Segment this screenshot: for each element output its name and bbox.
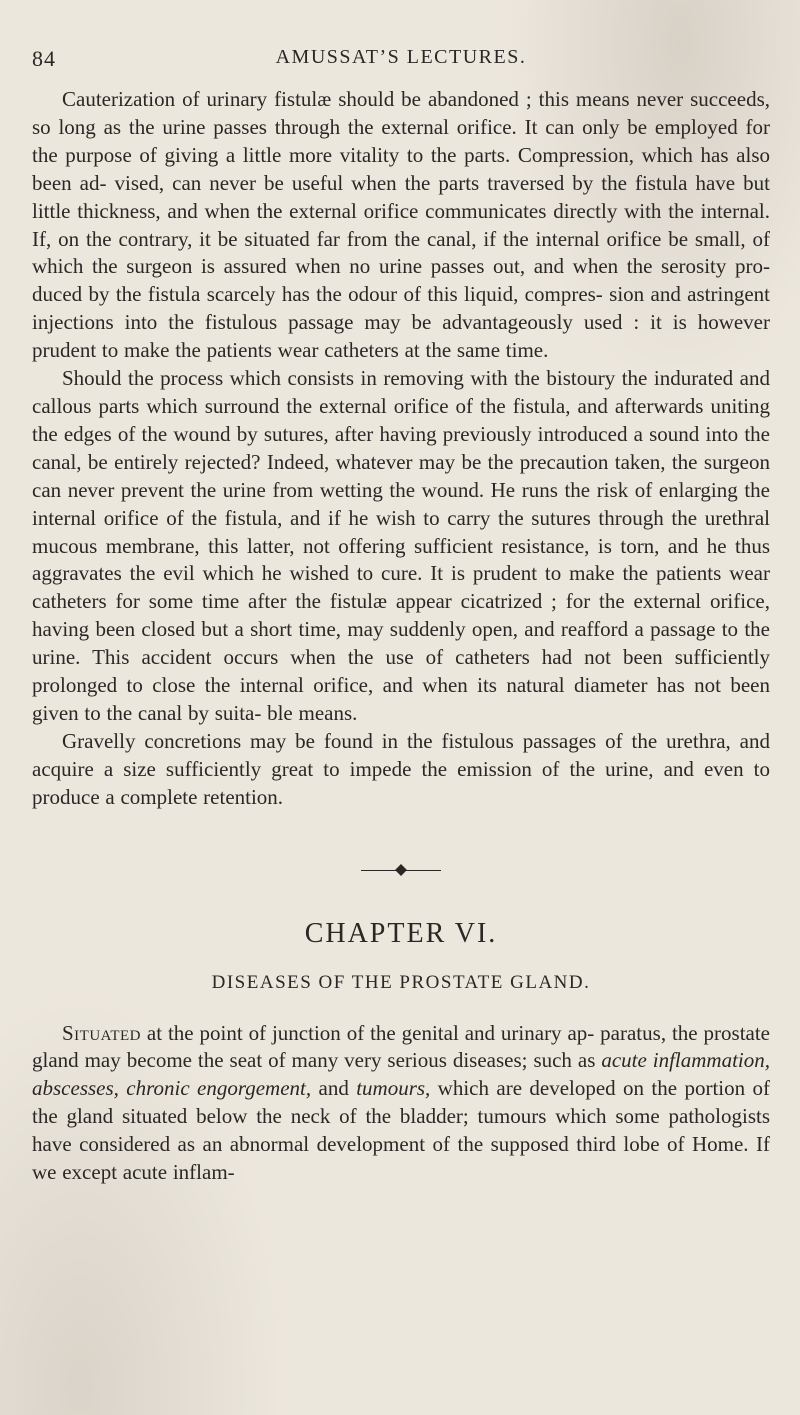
paragraph-cauterization: Cauterization of urinary fistulæ should be abandoned ; this means never succeeds, so long as the urine passes through the external orifice. It can only be employed for the purpose of giving a little more vitality to the parts. Compression, which has also been ad- vised, can never be useful when the parts traversed by the fistula have but little thickness, and when the external orifice communicates directly with the internal. If, on the contrary, it be situated far from the canal, if the internal orifice be small, of which the surgeon is assured when no urine passes out, and when the serosity pro- duced by the fistula scarcely has the odour of this liquid, compres- sion and astringent injections into the fistulous passage may be advantageously used : it is however prudent to make the patients wear catheters at the same time. [32,87,770,363]
chapter-text [32,1020,770,1187]
chapter-heading: CHAPTER VI. [304,917,498,949]
chapter-text-part2: and [311,1076,357,1101]
body-text [32,86,770,812]
chapter-text-part1: at the point of junction of the genital and urinary ap- paratus, the prostate gland may become the seat of many very serious diseases; such as [32,1020,770,1073]
paragraph-bistoury-process: Should the process which consists in removing with the bistoury the indurated and callous parts which surround the external orifice of the fistula, and afterwards uniting the edges of the wound by sutures, after having previously introduced a sound into the canal, be entirely rejected? Indeed, whatever may be the precaution taken, the surgeon can never prevent the urine from wetting the wound. He runs the risk of enlarging the internal orifice of the fistula, and if he wish to carry the sutures through the urethral mucous membrane, this latter, not offering sufficient resistance, is torn, and he thus aggravates the evil which he wished to cure. It is prudent to make the patients wear catheters for some time after the fistulæ appear cicatrized ; for the external orifice, having been closed but a short time, may suddenly open, and reafford a passage to the urine. This accident occurs when the use of catheters had not been sufficiently prolonged to close the internal orifice, and when its natural diameter has not been given to the canal by suita- ble means. [32,366,770,725]
running-head [32,46,770,76]
chapter-italic-word: tumours, [356,1076,431,1101]
page-number: 84 [32,46,56,71]
chapter-subtitle: DISEASES OF THE PROSTATE GLAND. [211,971,591,993]
section-divider [361,864,441,878]
divider-ornament-icon [395,864,407,876]
chapter-lead-word: Situated [62,1020,141,1045]
chapter-text-part3: which are developed on the portion of the gland situated below the neck of the bladder; tumours which some pathologists have considered as an abnormal development of the supposed third lobe of Home. If we except acute inflam- [32,1076,770,1185]
paragraph-prostate-intro [32,1020,770,1187]
paragraph-gravelly-concretions: Gravelly concretions may be found in the fistulous passages of the urethra, and acquire a size sufficiently great to impede the emission of the urine, and even to produce a complete retention. [32,728,770,809]
chapter-italic-phrase: acute inflammation, abscesses, chronic engorgement, [32,1048,770,1101]
running-title: AMUSSAT’S LECTURES. [275,46,527,68]
